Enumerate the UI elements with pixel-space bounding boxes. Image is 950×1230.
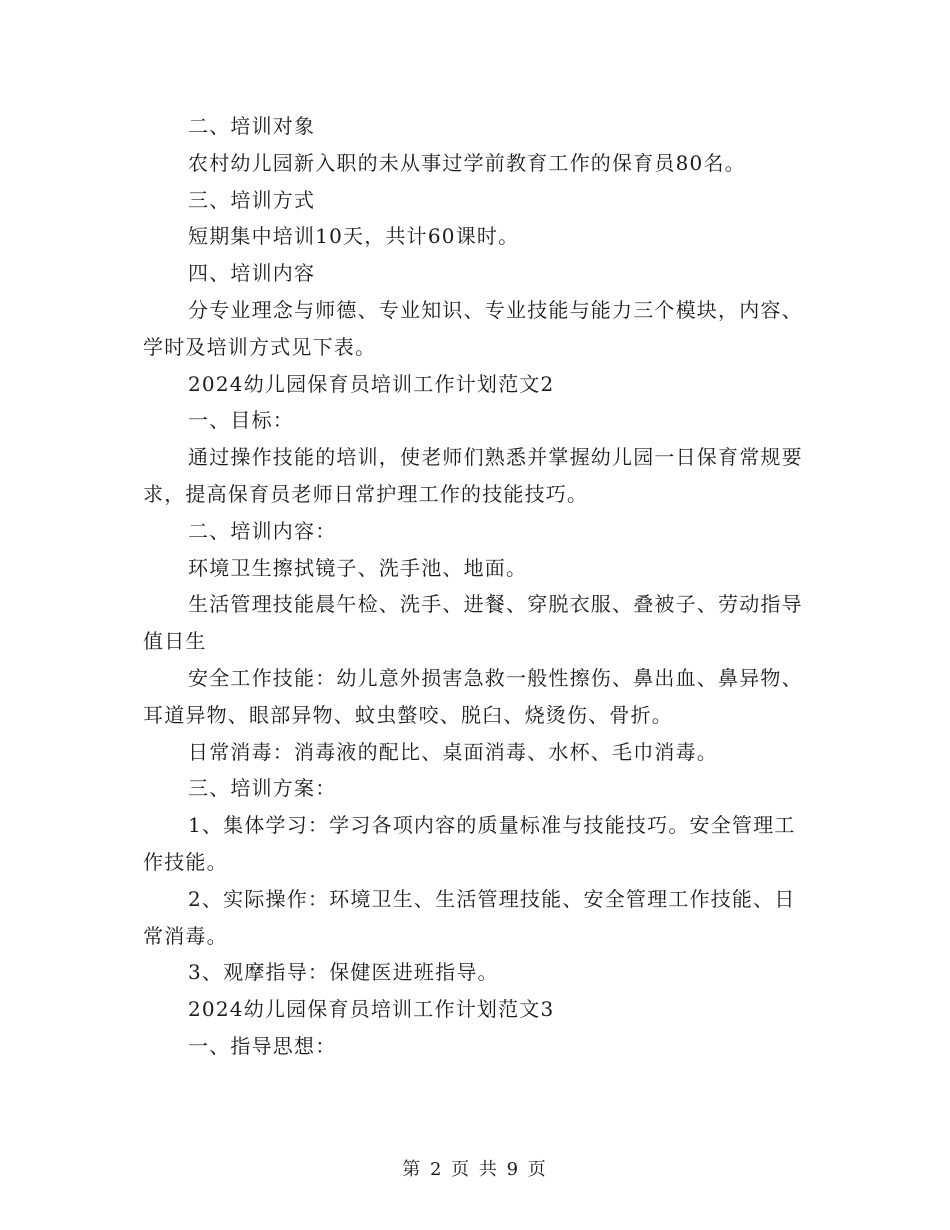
- document-title-2: 2024幼儿园保育员培训工作计划范文2: [188, 371, 555, 396]
- paragraph-plan-item-2: 2、实际操作：环境卫生、生活管理技能、安全管理工作技能、日常消毒。: [143, 886, 796, 948]
- paragraph-life-management: 生活管理技能晨午检、洗手、进餐、穿脱衣服、叠被子、劳动指导值日生: [143, 592, 803, 654]
- document-title-3: 2024幼儿园保育员培训工作计划范文3: [188, 997, 555, 1022]
- paragraph-plan-item-3: 3、观摩指导：保健医进班指导。: [188, 960, 499, 985]
- page-number-footer: 第 2 页 共 9 页: [402, 1159, 548, 1180]
- section-heading-training-method: 三、培训方式: [188, 187, 316, 212]
- paragraph-daily-disinfection: 日常消毒：消毒液的配比、桌面消毒、水杯、毛巾消毒。: [188, 739, 718, 764]
- paragraph-training-target: 农村幼儿园新入职的未从事过学前教育工作的保育员80名。: [188, 150, 746, 175]
- section-heading-content-2: 二、培训内容：: [188, 518, 337, 543]
- paragraph-training-method: 短期集中培训10天，共计60课时。: [188, 224, 520, 249]
- section-heading-training-content: 四、培训内容: [188, 261, 316, 286]
- paragraph-training-content: 分专业理念与师德、专业知识、专业技能与能力三个模块，内容、学时及培训方式见下表。: [143, 297, 803, 359]
- paragraph-safety-skills: 安全工作技能：幼儿意外损害急救一般性擦伤、鼻出血、鼻异物、耳道异物、眼部异物、蚊虫螫咬、脱臼、烧烫伤、骨折。: [143, 665, 803, 727]
- section-heading-goal: 一、目标：: [188, 408, 294, 433]
- paragraph-environment-hygiene: 环境卫生擦拭镜子、洗手池、地面。: [188, 555, 528, 580]
- section-heading-training-target: 二、培训对象: [188, 114, 316, 138]
- document-body: [143, 108, 813, 1065]
- paragraph-goal: 通过操作技能的培训，使老师们熟悉并掌握幼儿园一日保育常规要求，提高保育员老师日常护理工作的技能技巧。: [143, 445, 803, 506]
- section-heading-training-plan: 三、培训方案：: [188, 776, 337, 801]
- section-heading-guiding-thought: 一、指导思想：: [188, 1033, 337, 1058]
- paragraph-plan-item-1: 1、集体学习：学习各项内容的质量标准与技能技巧。安全管理工作技能。: [143, 813, 796, 874]
